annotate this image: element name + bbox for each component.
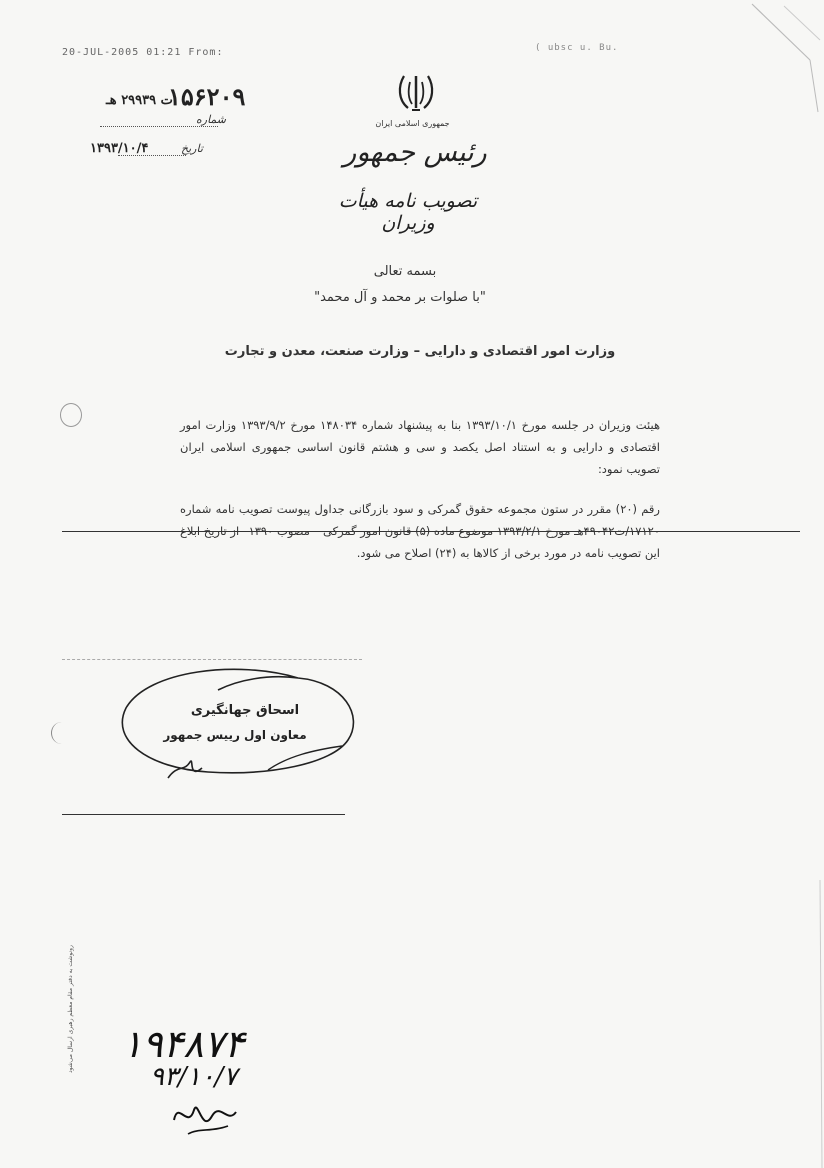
signatory-name: اسحاق جهانگیری [190, 703, 300, 718]
body-paragraph-2: رقم (۲۰) مقرر در ستون مجموعه حقوق گمرکی و سود بازرگانی جداول پیوست تصویب نامه شماره ۱۷۱۲۰/ت۴۹۰۴۲هـ مورخ ۱۳۹۳/۲/۱ موضوع ماده (۵) قانون امور گمرکی – مصوب ۱۳۹۰– از تاریخ ابلاغ این تصویب نامه در مورد برخی از کالاها به (۲۴) اصلاح می شود. [180, 502, 660, 560]
corner-scratch-mark [740, 0, 824, 120]
letterhead-subtitle: تصویب نامه هیأت وزیران [338, 190, 478, 234]
scan-edge-mark [810, 880, 824, 1168]
letterhead-title: رئیس جمهور [343, 137, 487, 168]
salawat: "با صلوات بر محمد و آل محمد" [314, 290, 486, 305]
horizontal-rule [62, 531, 800, 532]
handwritten-initials-signature [168, 1090, 242, 1138]
signature-rule [62, 814, 345, 815]
letter-number: ۱۵۶۲۰۹ [168, 82, 246, 111]
emblem-icon [396, 72, 436, 114]
date-label: تاریخ [181, 142, 203, 155]
basmala: بسمه تعالی [373, 264, 437, 279]
recipient-line: وزارت امور اقتصادی و دارایی – وزارت صنعت، معدن و تجارت [224, 344, 616, 359]
letter-number-suffix: ت ۲۹۹۳۹ هـ [106, 93, 173, 108]
signatory-title: معاون اول رییس جمهور [163, 728, 307, 742]
body-paragraph-1: هیئت وزیران در جلسه مورخ ۱۳۹۳/۱۰/۱ بنا به پیشنهاد شماره ۱۴۸۰۳۴ مورخ ۱۳۹۳/۹/۲ وزارت امور اقتصادی و دارایی و به استناد اصل یکصد و سی و هشتم قانون اساسی جمهوری اسلامی ایران تصویب نمود: [180, 418, 661, 476]
signature-oval-stroke [118, 660, 358, 790]
fax-header-sender: ( ubsc u. Bu. [535, 43, 619, 53]
punch-hole-edge [51, 722, 72, 744]
fax-header-timestamp: 20-JUL-2005 01:21 From: [62, 47, 224, 58]
punch-hole [60, 403, 82, 427]
number-label: شماره [196, 113, 227, 126]
handwritten-registration-date: ۹۳/۱۰/۷ [150, 1062, 238, 1092]
letter-date: ۱۳۹۳/۱۰/۴ [90, 141, 149, 156]
margin-side-note: رونوشت به دفتر مقام معظم رهبری ارسال می‌شود [67, 945, 74, 1073]
letterhead-republic: جمهوری اسلامی ایران [375, 119, 450, 128]
handwritten-registration-number: ۱۹۴۸۷۴ [122, 1022, 245, 1066]
